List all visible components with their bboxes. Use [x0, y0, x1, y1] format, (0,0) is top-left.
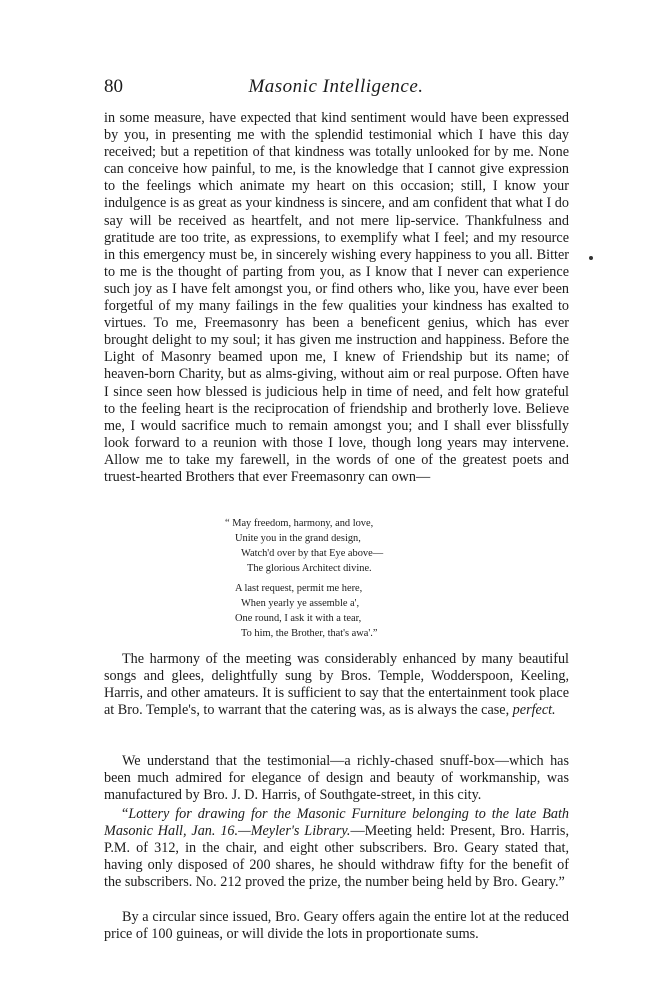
poem-line: Unite you in the grand design,: [235, 533, 361, 544]
poem-stanza-1: [225, 516, 465, 576]
lottery-title: Lottery for drawing for the Masonic Furniture belonging to the late Bath Masonic Hall, Jan. 16.—Meyler's Library.: [104, 806, 569, 840]
page-header: [104, 76, 568, 102]
poem-line: When yearly ye assemble a',: [241, 598, 360, 609]
page-number: 80: [104, 76, 123, 97]
paragraph-testimonial: We understand that the testimonial—a richly-chased snuff-box—which has been much admired for elegance of design and beauty of workmanship, was manufactured by Bro. J. D. Harris, of Southgate-street, in this city.: [104, 753, 569, 804]
paragraph-text: The harmony of the meeting was considerably enhanced by many beautiful songs and glees, delightfully sung by Bros. Temple, Wodderspoon, Keeling, Harris, and other amateurs. It is sufficient to say that the entertainment took place at Bro. Temple's, to warrant that the catering was, as is always the case,: [104, 651, 569, 719]
poem-line: The glorious Architect divine.: [247, 563, 372, 574]
open-quote: “: [122, 806, 129, 822]
poem-line: To him, the Brother, that's awa'.”: [241, 628, 378, 639]
paragraph-speech: in some measure, have expected that kind sentiment would have been expressed by you, in presenting me with the splendid testimonial which I have this day received; but a repetition of that kindness was totally unlooked for by me. None can conceive how painful, to me, is the knowledge that I cannot give expression to the feelings which animate my heart on this occasion; still, I know your indulgence is as great as your kindness is sincere, and am confident that what I do say will be received as heartfelt, and not mere lip-service. Thankfulness and gratitude are too trite, as expressions, to exemplify what I feel; and my resource in this emergency must be, in sincerely wishing every happiness to you all. Bitter to me is the thought of parting from you, as I know that I never can experience such joy as I have felt amongst you, or find others who, like you, have ever been forgetful of my many failings in the few qualities your kindness has exalted to virtues. To me, Freemasonry has been a beneficent genius, which has ever brought delight to my soul; it has given me instruction and happiness. Before the Light of Masonry beamed upon me, I knew of Friendship but its name; of heaven-born Charity, but as alms-giving, without aim or real purpose. Often have I since seen how blessed is judicious help in time of need, and felt how grateful to the feeling heart is the reciprocation of friendship and brotherly love. Believe me, I would sacrifice much to remain amongst you; and I shall ever blissfully look forward to a reunion with those I love, though long years may intervene. Allow me to take my farewell, in the words of one of the greatest poets and truest-hearted Brothers that ever Freemasonry can own—: [104, 110, 569, 485]
poem-line: A last request, permit me here,: [235, 583, 363, 594]
running-title: Masonic Intelligence.: [248, 76, 424, 97]
paragraph-text: —Meeting held: Present, Bro. Harris, P.M. of 312, in the chair, and eight other subscribers. Bro. Geary stated that, having only disposed of 200 shares, he should withdraw fifty for the benefit of the subscribers. No. 212 proved the prize, the number being held by Bro. Geary.”: [104, 823, 569, 891]
poem-line: One round, I ask it with a tear,: [235, 613, 362, 624]
poem-stanza-2: [225, 581, 465, 641]
italic-word: perfect.: [512, 702, 556, 719]
paragraph-lottery: [104, 806, 569, 891]
poem-line: “ May freedom, harmony, and love,: [225, 518, 374, 529]
margin-mark: [589, 256, 593, 260]
poem-line: Watch'd over by that Eye above—: [241, 548, 384, 559]
paragraph-harmony: [104, 651, 569, 719]
paragraph-circular: By a circular since issued, Bro. Geary offers again the entire lot at the reduced price of 100 guineas, or will divide the lots in proportionate sums.: [104, 909, 569, 943]
